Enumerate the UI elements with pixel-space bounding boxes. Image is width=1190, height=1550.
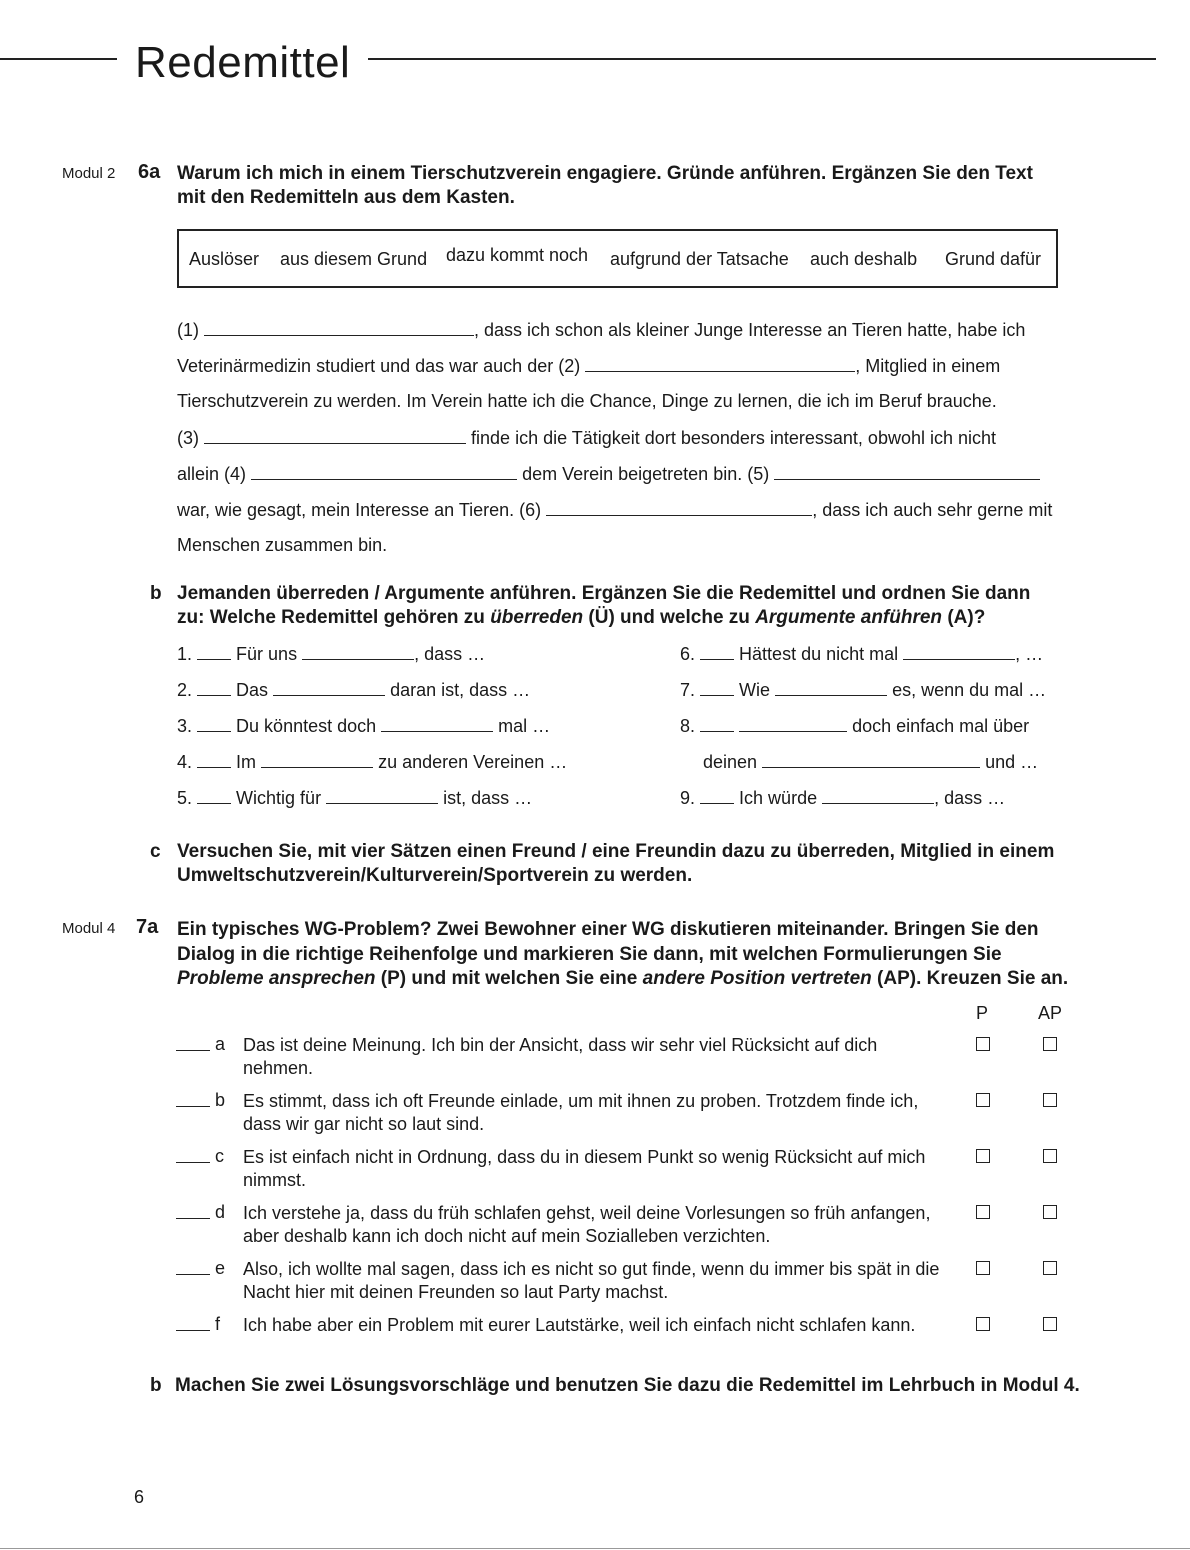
phrase-blank[interactable] bbox=[273, 679, 385, 696]
checkbox-p[interactable] bbox=[976, 1093, 990, 1107]
gap-text-line-5: allein (4) dem Verein beigetreten bin. (5) bbox=[177, 463, 1040, 485]
phrase-item-8-continued: deinen und … bbox=[703, 752, 1039, 772]
checkbox-p[interactable] bbox=[976, 1037, 990, 1051]
dialog-line: Ich verstehe ja, dass du früh schlafen gehst, weil deine Vorlesungen so früh anfangen, aber deshalb kann ich doch nicht auf mein Sozialleben verzichten. bbox=[243, 1203, 931, 1246]
phrase-blank[interactable] bbox=[261, 751, 373, 768]
word-box-item: Auslöser bbox=[189, 249, 260, 269]
dialog-letter: f bbox=[215, 1314, 221, 1334]
phrase-item-1: 1. Für uns , dass … bbox=[177, 644, 486, 664]
exercise-7b-label: b bbox=[150, 1375, 162, 1396]
word-box-item: dazu kommt noch bbox=[446, 245, 589, 265]
exercise-7a-instruction-1: Ein typisches WG-Problem? Zwei Bewohner einer WG diskutieren miteinander. Bringen Sie den bbox=[177, 919, 1039, 940]
phrase-item-3: 3. Du könntest doch mal … bbox=[177, 716, 551, 736]
exercise-7a-instruction-2: Dialog in die richtige Reihenfolge und markieren Sie dann, mit welchen Formulierungen Sie bbox=[177, 944, 1002, 965]
checkbox-p[interactable] bbox=[976, 1149, 990, 1163]
modul-label-2: Modul 2 bbox=[62, 165, 116, 182]
category-blank[interactable] bbox=[700, 679, 734, 696]
phrase-blank[interactable] bbox=[775, 679, 887, 696]
dialog-letter: c bbox=[215, 1146, 224, 1166]
answer-blank-1[interactable] bbox=[204, 319, 474, 336]
exercise-6c-instruction-2: Umweltschutzverein/Kulturverein/Sportverein zu werden. bbox=[177, 865, 693, 886]
checkbox-ap[interactable] bbox=[1043, 1261, 1057, 1275]
phrase-item-8: 8. doch einfach mal über bbox=[680, 716, 1030, 736]
dialog-line: Also, ich wollte mal sagen, dass ich es nicht so gut finde, wenn du immer bis spät in die Nacht hier mit deinen Freunden so laut Party machst. bbox=[243, 1259, 940, 1302]
gap-text-line-6: war, wie gesagt, mein Interesse an Tieren. (6) , dass ich auch sehr gerne mit bbox=[177, 500, 1053, 520]
order-blank[interactable] bbox=[176, 1050, 210, 1051]
phrase-blank[interactable] bbox=[381, 715, 493, 732]
column-header-p: P bbox=[976, 1003, 989, 1023]
header-rule-right bbox=[368, 58, 1156, 60]
category-blank[interactable] bbox=[197, 751, 231, 768]
checkbox-p[interactable] bbox=[976, 1205, 990, 1219]
answer-blank-5[interactable] bbox=[774, 463, 1040, 480]
gap-text-line-3: Tierschutzverein zu werden. Im Verein hatte ich die Chance, Dinge zu lernen, die ich im Beruf brauche. bbox=[177, 391, 997, 411]
gap-text-line-2: Veterinärmedizin studiert und das war auch der (2) , Mitglied in einem bbox=[177, 356, 1001, 376]
category-blank[interactable] bbox=[700, 715, 734, 732]
checkbox-p[interactable] bbox=[976, 1261, 990, 1275]
exercise-6b-instruction-2: zu: Welche Redemittel gehören zu überreden (Ü) und welche zu Argumente anführen (A)? bbox=[177, 607, 986, 628]
exercise-number-7a: 7a bbox=[136, 916, 159, 938]
dialog-letter: a bbox=[215, 1034, 226, 1054]
exercise-6c-instruction-1: Versuchen Sie, mit vier Sätzen einen Freund / eine Freundin dazu zu überreden, Mitglied in einem bbox=[177, 841, 1055, 862]
dialog-letter: b bbox=[215, 1090, 226, 1110]
dialog-line: Das ist deine Meinung. Ich bin der Ansicht, dass wir sehr viel Rücksicht auf dich nehmen. bbox=[243, 1035, 878, 1078]
exercise-6a-instruction-2: mit den Redemitteln aus dem Kasten. bbox=[177, 187, 515, 208]
dialog-letter: d bbox=[215, 1202, 226, 1222]
category-blank[interactable] bbox=[197, 643, 231, 660]
phrase-blank[interactable] bbox=[762, 751, 980, 768]
word-box-item: aufgrund der Tatsache bbox=[610, 249, 789, 269]
checkbox-p[interactable] bbox=[976, 1317, 990, 1331]
phrase-item-4: 4. Im zu anderen Vereinen … bbox=[177, 752, 568, 772]
gap-text-line-1: (1) , dass ich schon als kleiner Junge Interesse an Tieren hatte, habe ich bbox=[177, 320, 1026, 340]
phrase-item-9: 9. Ich würde , dass … bbox=[680, 788, 1006, 808]
category-blank[interactable] bbox=[197, 715, 231, 732]
word-box-item: Grund dafür bbox=[945, 249, 1042, 269]
phrase-blank[interactable] bbox=[903, 643, 1015, 660]
phrase-blank[interactable] bbox=[326, 787, 438, 804]
answer-blank-2[interactable] bbox=[585, 355, 855, 372]
answer-blank-6[interactable] bbox=[546, 499, 812, 516]
word-box-item: auch deshalb bbox=[810, 249, 918, 269]
checkbox-ap[interactable] bbox=[1043, 1205, 1057, 1219]
word-box bbox=[177, 229, 1058, 288]
phrase-item-7: 7. Wie es, wenn du mal … bbox=[680, 680, 1047, 700]
order-blank[interactable] bbox=[176, 1106, 210, 1107]
word-box-item: aus diesem Grund bbox=[280, 249, 428, 269]
exercise-6a-instruction-1: Warum ich mich in einem Tierschutzverein engagiere. Gründe anführen. Ergänzen Sie den Text bbox=[177, 163, 1033, 184]
phrase-blank[interactable] bbox=[739, 715, 847, 732]
phrase-item-5: 5. Wichtig für ist, dass … bbox=[177, 788, 533, 808]
gap-text-line-4: (3) finde ich die Tätigkeit dort besonders interessant, obwohl ich nicht bbox=[177, 428, 997, 448]
exercise-6c-label: c bbox=[150, 841, 161, 862]
phrase-item-6: 6. Hättest du nicht mal , … bbox=[680, 644, 1044, 664]
footer-rule bbox=[0, 1548, 1190, 1549]
header-rule-left bbox=[0, 58, 117, 60]
checkbox-ap[interactable] bbox=[1043, 1093, 1057, 1107]
exercise-6b-label: b bbox=[150, 583, 162, 604]
checkbox-ap[interactable] bbox=[1043, 1037, 1057, 1051]
dialog-line: Ich habe aber ein Problem mit eurer Lautstärke, weil ich einfach nicht schlafen kann. bbox=[243, 1315, 916, 1335]
gap-text-line-7: Menschen zusammen bin. bbox=[177, 535, 388, 555]
page-title: Redemittel bbox=[135, 38, 351, 87]
dialog-letter: e bbox=[215, 1258, 226, 1278]
exercise-6b-instruction-1: Jemanden überreden / Argumente anführen. Ergänzen Sie die Redemittel und ordnen Sie dann bbox=[177, 583, 1031, 604]
order-blank[interactable] bbox=[176, 1218, 210, 1219]
dialog-line: Es stimmt, dass ich oft Freunde einlade, um mit ihnen zu proben. Trotzdem finde ich, dass wir gar nicht so laut sind. bbox=[243, 1091, 919, 1134]
category-blank[interactable] bbox=[197, 679, 231, 696]
modul-label-4: Modul 4 bbox=[62, 920, 116, 937]
phrase-blank[interactable] bbox=[822, 787, 934, 804]
order-blank[interactable] bbox=[176, 1274, 210, 1275]
checkbox-ap[interactable] bbox=[1043, 1317, 1057, 1331]
category-blank[interactable] bbox=[700, 643, 734, 660]
order-blank[interactable] bbox=[176, 1330, 210, 1331]
exercise-7a-instruction-3: Probleme ansprechen (P) und mit welchen Sie eine andere Position vertreten (AP). Kreuzen Sie an. bbox=[177, 968, 1069, 989]
exercise-number-6a: 6a bbox=[138, 161, 161, 183]
phrase-item-2: 2. Das daran ist, dass … bbox=[177, 680, 531, 700]
category-blank[interactable] bbox=[197, 787, 231, 804]
exercise-7b-instruction: Machen Sie zwei Lösungsvorschläge und benutzen Sie dazu die Redemittel im Lehrbuch in Modul 4. bbox=[175, 1375, 1080, 1396]
order-blank[interactable] bbox=[176, 1162, 210, 1163]
phrase-blank[interactable] bbox=[302, 643, 414, 660]
answer-blank-3[interactable] bbox=[204, 427, 466, 444]
column-header-ap: AP bbox=[1038, 1003, 1063, 1023]
page-number: 6 bbox=[134, 1487, 145, 1507]
answer-blank-4[interactable] bbox=[251, 463, 517, 480]
checkbox-ap[interactable] bbox=[1043, 1149, 1057, 1163]
category-blank[interactable] bbox=[700, 787, 734, 804]
dialog-line: Es ist einfach nicht in Ordnung, dass du in diesem Punkt so wenig Rücksicht auf mich nimmst. bbox=[243, 1147, 926, 1190]
